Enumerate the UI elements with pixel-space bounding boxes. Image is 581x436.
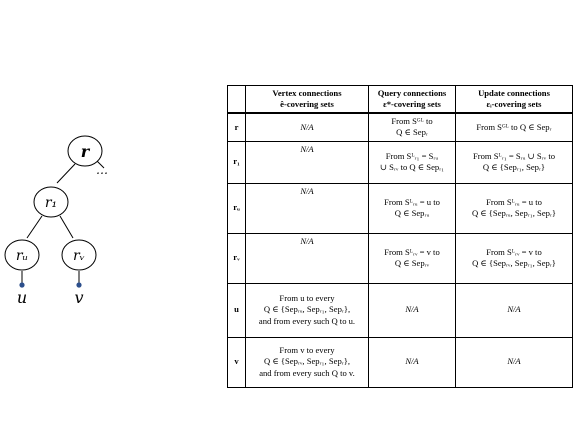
cell-vertex [246, 337, 369, 387]
cell-update [456, 337, 573, 387]
cell-line: N/A [300, 235, 314, 246]
cell-query [369, 141, 456, 183]
cell-line: N/A [507, 304, 521, 315]
node-r1-label: r₁ [44, 195, 58, 211]
header-vertex-connections [246, 86, 369, 114]
cell-line: From Sᴸᵣᵥ = v to [486, 246, 542, 257]
header-subtitle: ê-covering sets [280, 99, 334, 109]
vertex-v-dot [76, 282, 81, 287]
cell-update [456, 183, 573, 233]
cell-line: Q ∈ {Sepᵣ₁, Sepᵣ} [482, 162, 546, 172]
vertex-u-dot [19, 282, 24, 287]
header-empty [228, 86, 246, 114]
header-title: Update connections [478, 87, 550, 98]
row-label: v [228, 337, 246, 387]
cell-line: Q ∈ Sepᵣᵤ [394, 208, 430, 218]
row-label: u [228, 283, 246, 337]
cell-line: Q ∈ Sepᵣᵥ [394, 258, 430, 268]
cell-line: Q ∈ {Sepᵣᵥ, Sepᵣ₁, Sepᵣ}, [264, 356, 350, 367]
connections-table [227, 85, 573, 388]
table-row [228, 141, 573, 183]
edge-r-r1 [57, 164, 75, 183]
vertex-v-label: v [74, 288, 84, 307]
cell-query [369, 233, 456, 283]
cell-line: N/A [405, 304, 419, 315]
cell-vertex [246, 183, 369, 233]
cell-line: From Sᴳᴸ to [391, 115, 433, 126]
cell-line: N/A [300, 185, 314, 196]
header-title: Vertex connections [272, 87, 342, 98]
vertex-u-label: u [16, 288, 28, 307]
row-label: rᵤ [228, 183, 246, 233]
cell-line: Q ∈ {Sepᵣᵥ, Sepᵣ₁, Sepᵣ} [472, 258, 556, 268]
header-query-connections [369, 86, 456, 114]
table-row [228, 113, 573, 141]
edge-r1-ru [27, 216, 42, 238]
table-row [228, 183, 573, 233]
tree-diagram [0, 0, 225, 436]
cell-query [369, 337, 456, 387]
header-subtitle: εᵢ-covering sets [486, 99, 542, 109]
ellipsis-label: … [96, 163, 108, 177]
cell-line: From Sᴸᵣᵥ = v to [384, 246, 440, 257]
cell-vertex [246, 283, 369, 337]
cell-line: Q ∈ Sepᵣ [396, 127, 428, 138]
header-subtitle: ε*-covering sets [383, 99, 441, 109]
cell-line: and from every such Q to v. [259, 367, 355, 378]
row-label: r [228, 113, 246, 141]
cell-line: Q ∈ {Sepᵣᵤ, Sepᵣ₁, Sepᵣ} [471, 208, 557, 218]
cell-line: From Sᴳᴸ to Q ∈ Sepᵣ [476, 121, 552, 132]
table-row [228, 337, 573, 387]
cell-line: From u to every [279, 292, 335, 303]
edge-r1-rv [60, 216, 73, 238]
table-row [228, 283, 573, 337]
cell-line: From Sᴸᵣᵤ = u to [384, 196, 440, 207]
cell-line: From Sᴸᵣ₁ = Sᵣᵤ ∪ Sᵣᵥ to [472, 150, 556, 161]
node-r-label: r [80, 142, 90, 161]
row-label: r₁ [228, 141, 246, 183]
cell-line: N/A [507, 356, 521, 367]
cell-update [456, 141, 573, 183]
cell-query [369, 113, 456, 141]
cell-query [369, 283, 456, 337]
cell-line: and from every such Q to u. [258, 315, 356, 326]
cell-vertex [246, 141, 369, 183]
cell-line: N/A [405, 356, 419, 367]
table-body [228, 113, 573, 387]
node-rv-label: rᵥ [73, 248, 85, 264]
table-header-row [228, 86, 573, 114]
table-row [228, 233, 573, 283]
cell-line: From Sᴸᵣ₁ = Sᵣᵤ [385, 150, 439, 161]
cell-line: ∪ Sᵣᵥ to Q ∈ Sepᵣ₁ [379, 162, 445, 172]
row-label: rᵥ [228, 233, 246, 283]
cell-vertex [246, 233, 369, 283]
cell-vertex [246, 113, 369, 141]
cell-line: From Sᴸᵣᵤ = u to [486, 196, 542, 207]
cell-line: N/A [300, 121, 314, 132]
cell-update [456, 233, 573, 283]
cell-update [456, 113, 573, 141]
header-title: Query connections [377, 87, 447, 98]
cell-query [369, 183, 456, 233]
cell-line: N/A [300, 143, 314, 154]
cell-update [456, 283, 573, 337]
cell-line: Q ∈ {Sepᵣᵤ, Sepᵣ₁, Sepᵣ}, [263, 304, 351, 315]
node-ru-label: rᵤ [15, 248, 29, 264]
header-update-connections [456, 86, 573, 114]
cell-line: From v to every [279, 344, 335, 355]
